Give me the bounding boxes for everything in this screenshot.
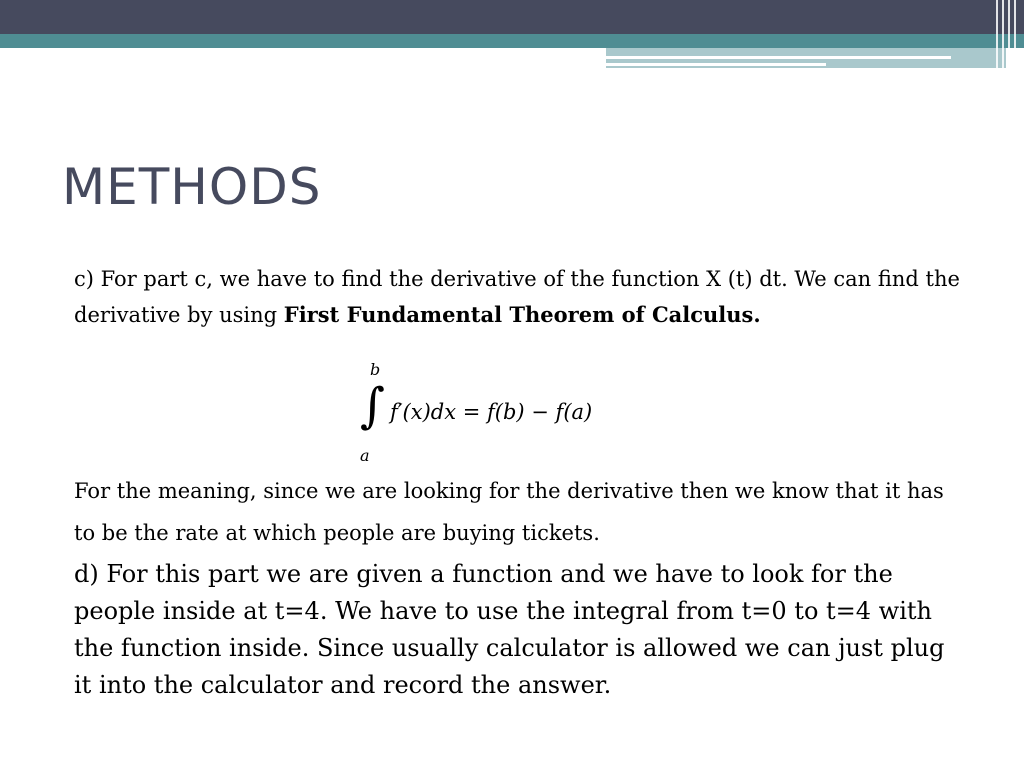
integral-sign: ∫ [360,378,386,434]
part-c-paragraph [74,262,964,333]
header-right-stripes [992,0,1024,70]
equation-body: f′(x)dx = f(b) − f(a) [390,400,593,424]
part-c-text: c) For part c, we have to find the derivative of the function X (t) dt. We can find the derivative by using [74,267,960,327]
part-d-paragraph: d) For this part we are given a function and we have to look for the people inside at t=4. We have to use the integral from t=0 to t=4 with the function inside. Since usually calculator is allowed we can just plug it into the calculator and record the answer. [74,560,945,699]
theorem-name: First Fundamental Theorem of Calculus. [283,302,761,327]
slide-title: METHODS [62,158,322,216]
header-dark-band [0,0,1024,34]
header-teal-band [0,34,1024,48]
upper-limit: b [370,360,381,379]
fundamental-theorem-equation [356,360,686,470]
header-accent-line [606,56,951,59]
header-accent-line [606,63,826,66]
lower-limit: a [360,446,370,465]
meaning-paragraph: For the meaning, since we are looking for the derivative then we know that it has to be the rate at which people are buying tickets. [74,479,944,545]
